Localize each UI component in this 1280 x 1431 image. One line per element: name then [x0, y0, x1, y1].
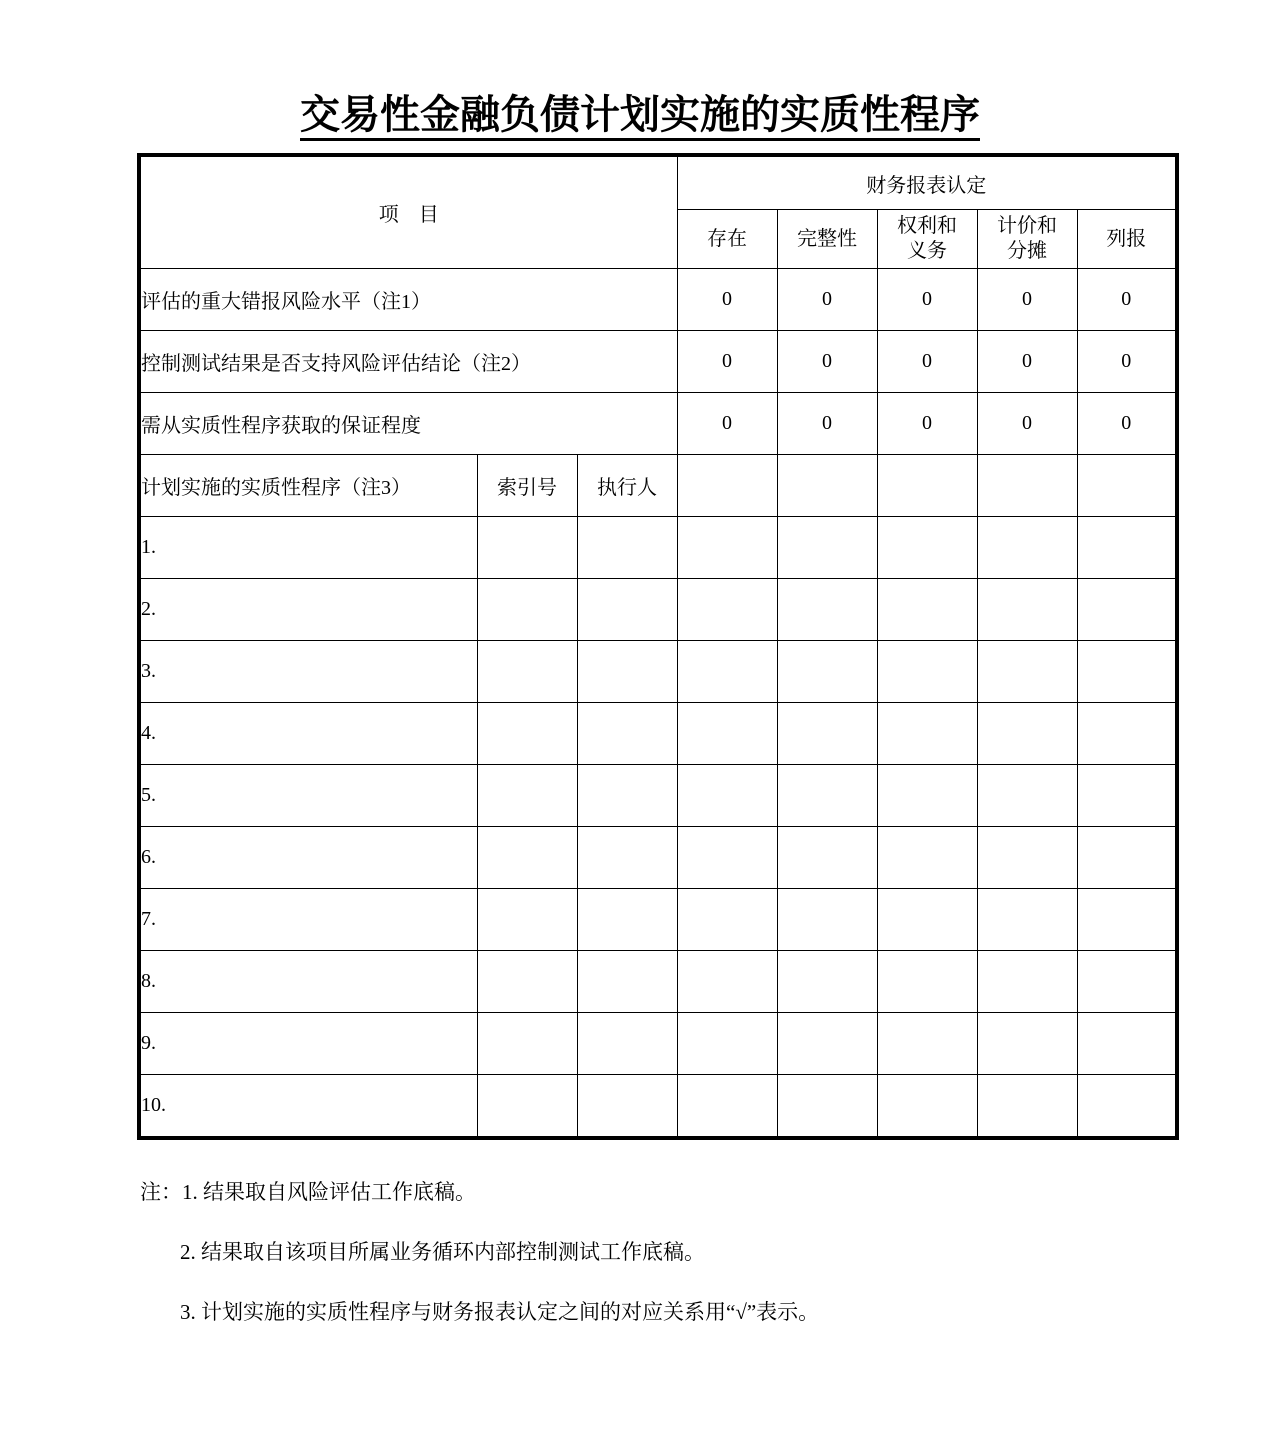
- procedure-row-3-number[interactable]: 3.: [139, 641, 477, 703]
- procedure-row-1-assertion-1[interactable]: [677, 517, 777, 579]
- procedure-row[interactable]: [139, 1013, 1177, 1075]
- page-title: [0, 90, 1280, 140]
- procedure-row-6-assertion-1[interactable]: [677, 827, 777, 889]
- procedure-row[interactable]: [139, 827, 1177, 889]
- procedure-row-2-assertion-3[interactable]: [877, 579, 977, 641]
- procedure-row-3-assertion-5[interactable]: [1077, 641, 1177, 703]
- procedure-row-2-assertion-1[interactable]: [677, 579, 777, 641]
- procedure-row[interactable]: [139, 579, 1177, 641]
- procedure-row[interactable]: [139, 641, 1177, 703]
- note-item-2: 2. 结果取自该项目所属业务循环内部控制测试工作底稿。: [180, 1240, 705, 1264]
- procedure-row-9-assertion-3[interactable]: [877, 1013, 977, 1075]
- table-row: [139, 269, 1177, 331]
- procedure-row-2-assertion-2[interactable]: [777, 579, 877, 641]
- procedure-row-7-index[interactable]: [477, 889, 577, 951]
- procedure-row-3-executor[interactable]: [577, 641, 677, 703]
- procedure-row-6-index[interactable]: [477, 827, 577, 889]
- procedure-row-4-assertion-1[interactable]: [677, 703, 777, 765]
- substantive-procedures-table-wrapper: [137, 153, 1177, 1140]
- row-label-2: 控制测试结果是否支持风险评估结论（注2）: [139, 331, 677, 393]
- procedure-row-2-executor[interactable]: [577, 579, 677, 641]
- row-3-value-4: 0: [977, 393, 1077, 455]
- row-2-value-4: 0: [977, 331, 1077, 393]
- procedure-row-1-assertion-4[interactable]: [977, 517, 1077, 579]
- procedure-row-8-assertion-2[interactable]: [777, 951, 877, 1013]
- row-3-value-2: 0: [777, 393, 877, 455]
- procedure-row-7-assertion-2[interactable]: [777, 889, 877, 951]
- procedure-row-9-number[interactable]: 9.: [139, 1013, 477, 1075]
- header-cell-assertion-4: 计价和 分摊: [977, 210, 1077, 269]
- procedure-header-assertion-4: [977, 455, 1077, 517]
- procedure-row-9-assertion-5[interactable]: [1077, 1013, 1177, 1075]
- row-2-value-2: 0: [777, 331, 877, 393]
- procedure-row-7-number[interactable]: 7.: [139, 889, 477, 951]
- row-2-value-1: 0: [677, 331, 777, 393]
- procedure-row-5-number[interactable]: 5.: [139, 765, 477, 827]
- header-cell-assertions: 财务报表认定: [677, 155, 1177, 210]
- procedure-row-2-number[interactable]: 2.: [139, 579, 477, 641]
- procedure-row[interactable]: [139, 889, 1177, 951]
- procedure-row-4-assertion-3[interactable]: [877, 703, 977, 765]
- procedure-row-4-assertion-4[interactable]: [977, 703, 1077, 765]
- procedure-row-5-assertion-4[interactable]: [977, 765, 1077, 827]
- procedure-row-7-assertion-5[interactable]: [1077, 889, 1177, 951]
- procedure-row-5-assertion-1[interactable]: [677, 765, 777, 827]
- row-1-value-2: 0: [777, 269, 877, 331]
- procedure-row-2-assertion-4[interactable]: [977, 579, 1077, 641]
- header-cell-assertion-5: 列报: [1077, 210, 1177, 269]
- substantive-procedures-table: [137, 153, 1179, 1140]
- row-3-value-1: 0: [677, 393, 777, 455]
- procedure-row-7-assertion-3[interactable]: [877, 889, 977, 951]
- procedure-row-4-index[interactable]: [477, 703, 577, 765]
- note-item-1: 注：1. 结果取自风险评估工作底稿。: [140, 1180, 476, 1204]
- procedure-row-8-assertion-3[interactable]: [877, 951, 977, 1013]
- procedure-row-8-assertion-4[interactable]: [977, 951, 1077, 1013]
- row-label-3: 需从实质性程序获取的保证程度: [139, 393, 677, 455]
- row-label-1: 评估的重大错报风险水平（注1）: [139, 269, 677, 331]
- procedure-row-5-executor[interactable]: [577, 765, 677, 827]
- table-row: [139, 331, 1177, 393]
- table-header-row-top: [139, 155, 1177, 210]
- procedure-row-8-number[interactable]: 8.: [139, 951, 477, 1013]
- procedure-row[interactable]: [139, 951, 1177, 1013]
- header-cell-assertion-3: 权利和 义务: [877, 210, 977, 269]
- procedure-row-1-assertion-2[interactable]: [777, 517, 877, 579]
- procedure-header-assertion-5: [1077, 455, 1177, 517]
- procedure-row-10-index[interactable]: [477, 1075, 577, 1139]
- procedure-row-10-number[interactable]: 10.: [139, 1075, 477, 1139]
- procedure-row-10-assertion-2[interactable]: [777, 1075, 877, 1139]
- procedure-row-7-assertion-1[interactable]: [677, 889, 777, 951]
- procedure-row-4-executor[interactable]: [577, 703, 677, 765]
- procedure-row-10-executor[interactable]: [577, 1075, 677, 1139]
- procedure-header-executor: 执行人: [577, 455, 677, 517]
- procedure-row-5-assertion-5[interactable]: [1077, 765, 1177, 827]
- procedure-row-2-index[interactable]: [477, 579, 577, 641]
- procedure-row-3-index[interactable]: [477, 641, 577, 703]
- row-1-value-4: 0: [977, 269, 1077, 331]
- procedure-row-9-assertion-2[interactable]: [777, 1013, 877, 1075]
- procedure-row-8-executor[interactable]: [577, 951, 677, 1013]
- procedure-row-1-assertion-3[interactable]: [877, 517, 977, 579]
- procedure-row-5-assertion-3[interactable]: [877, 765, 977, 827]
- procedure-row-1-number[interactable]: 1.: [139, 517, 477, 579]
- procedure-row[interactable]: [139, 517, 1177, 579]
- row-3-value-5: 0: [1077, 393, 1177, 455]
- procedure-row-3-assertion-4[interactable]: [977, 641, 1077, 703]
- header-cell-assertion-1: 存在: [677, 210, 777, 269]
- page-title-text: 交易性金融负债计划实施的实质性程序: [300, 92, 980, 141]
- procedure-row-7-assertion-4[interactable]: [977, 889, 1077, 951]
- procedure-row-7-executor[interactable]: [577, 889, 677, 951]
- row-3-value-3: 0: [877, 393, 977, 455]
- procedure-header-index: 索引号: [477, 455, 577, 517]
- procedure-row-1-assertion-5[interactable]: [1077, 517, 1177, 579]
- procedure-row-2-assertion-5[interactable]: [1077, 579, 1177, 641]
- procedure-row-4-assertion-5[interactable]: [1077, 703, 1177, 765]
- procedure-row-10-assertion-5[interactable]: [1077, 1075, 1177, 1139]
- procedure-header-label: 计划实施的实质性程序（注3）: [139, 455, 477, 517]
- note-item-3: 3. 计划实施的实质性程序与财务报表认定之间的对应关系用“√”表示。: [180, 1300, 820, 1324]
- procedure-row[interactable]: [139, 765, 1177, 827]
- notes-block: [140, 1178, 1180, 1358]
- row-1-value-1: 0: [677, 269, 777, 331]
- procedure-row-9-executor[interactable]: [577, 1013, 677, 1075]
- procedure-row-3-assertion-1[interactable]: [677, 641, 777, 703]
- header-cell-item: 项 目: [139, 155, 677, 269]
- procedure-header-assertion-2: [777, 455, 877, 517]
- procedure-row-4-number[interactable]: 4.: [139, 703, 477, 765]
- procedure-row-6-assertion-2[interactable]: [777, 827, 877, 889]
- procedure-row-10-assertion-4[interactable]: [977, 1075, 1077, 1139]
- procedure-row-4-assertion-2[interactable]: [777, 703, 877, 765]
- procedure-row-9-assertion-1[interactable]: [677, 1013, 777, 1075]
- procedure-row-10-assertion-3[interactable]: [877, 1075, 977, 1139]
- header-cell-assertion-2: 完整性: [777, 210, 877, 269]
- procedure-row-3-assertion-3[interactable]: [877, 641, 977, 703]
- procedure-header-assertion-1: [677, 455, 777, 517]
- procedure-row-3-assertion-2[interactable]: [777, 641, 877, 703]
- procedure-header-row: [139, 455, 1177, 517]
- procedure-row-6-assertion-4[interactable]: [977, 827, 1077, 889]
- procedure-row-9-assertion-4[interactable]: [977, 1013, 1077, 1075]
- procedure-row-5-assertion-2[interactable]: [777, 765, 877, 827]
- procedure-header-assertion-3: [877, 455, 977, 517]
- procedure-row-8-assertion-5[interactable]: [1077, 951, 1177, 1013]
- procedure-row-6-assertion-5[interactable]: [1077, 827, 1177, 889]
- procedure-row-9-index[interactable]: [477, 1013, 577, 1075]
- procedure-row[interactable]: [139, 1075, 1177, 1139]
- row-2-value-5: 0: [1077, 331, 1177, 393]
- row-1-value-3: 0: [877, 269, 977, 331]
- procedure-row-10-assertion-1[interactable]: [677, 1075, 777, 1139]
- row-1-value-5: 0: [1077, 269, 1177, 331]
- procedure-row-8-index[interactable]: [477, 951, 577, 1013]
- row-2-value-3: 0: [877, 331, 977, 393]
- procedure-row[interactable]: [139, 703, 1177, 765]
- procedure-row-6-assertion-3[interactable]: [877, 827, 977, 889]
- table-row: [139, 393, 1177, 455]
- procedure-row-8-assertion-1[interactable]: [677, 951, 777, 1013]
- procedure-row-1-executor[interactable]: [577, 517, 677, 579]
- procedure-row-1-index[interactable]: [477, 517, 577, 579]
- procedure-row-6-number[interactable]: 6.: [139, 827, 477, 889]
- procedure-row-6-executor[interactable]: [577, 827, 677, 889]
- procedure-row-5-index[interactable]: [477, 765, 577, 827]
